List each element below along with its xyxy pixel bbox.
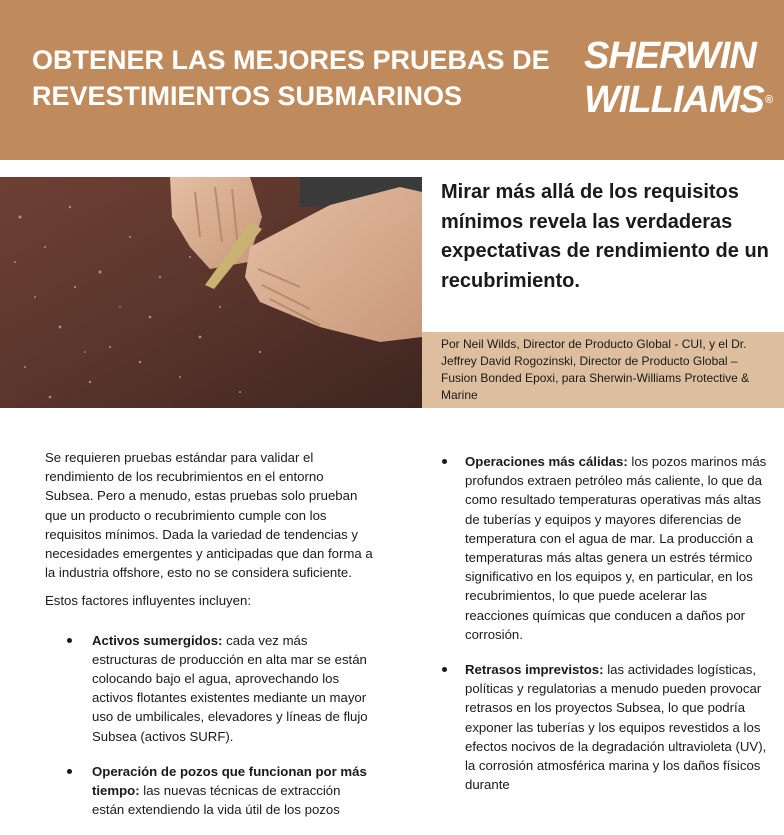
bullet-term: Activos sumergidos: bbox=[92, 632, 223, 648]
page-title: OBTENER LAS MEJORES PRUEBAS DE REVESTIMIENTOS SUBMARINOS bbox=[32, 45, 550, 111]
header-banner bbox=[0, 0, 784, 160]
bullet-icon bbox=[442, 667, 447, 672]
logo-line-2: WILLIAMS bbox=[584, 79, 764, 121]
list-item bbox=[442, 452, 772, 644]
bullet-icon bbox=[67, 769, 72, 774]
logo-line-1: SHERWIN bbox=[584, 35, 756, 77]
bullet-term: Retrasos imprevistos: bbox=[465, 662, 604, 678]
bullet-term: Operaciones más cálidas: bbox=[465, 454, 628, 469]
sherwin-williams-logo bbox=[584, 34, 772, 122]
bullet-text: cada vez más estructuras de producción en alta mar se están colocando bajo el agua, aprovechando los activos flotantes existentes mediante un mayor uso de umbilicales, elevadores y líneas de flujo Subsea (activos SURF). bbox=[92, 632, 368, 744]
list-item bbox=[45, 762, 375, 820]
coated-surface-hands-image bbox=[0, 177, 422, 408]
right-column bbox=[442, 452, 772, 810]
lead-sentence: Estos factores influyentes incluyen: bbox=[45, 593, 251, 609]
bullet-text: las actividades logísticas, políticas y regulatorias a menudo pueden provocar retrasos en los proyectos Subsea, lo que podría exponer las tuberías y los equipos revestidos a los efectos nocivos de la degradación ultravioleta (UV), la corrosión atmosférica marina y los daños físicos durante bbox=[465, 662, 767, 793]
byline: Por Neil Wilds, Director de Producto Global - CUI, y el Dr. Jeffrey David Rogozinski, Director de Producto Global – Fusion Bonded Epoxi, para Sherwin-Williams Protective & Marine bbox=[441, 337, 750, 402]
bullet-text: las nuevas técnicas de extracción están extendiendo la vida útil de los pozos bbox=[92, 783, 341, 818]
bullet-icon bbox=[442, 459, 447, 464]
registered-mark: ® bbox=[764, 94, 772, 106]
list-item bbox=[45, 631, 375, 746]
bullet-text: los pozos marinos más profundos extraen petróleo más caliente, lo que da como resultado temperaturas operativas más altas de tuberías y equipos y mayores diferencias de temperatura con el agua de mar. La producción a temperaturas más altas genera un estrés térmico significativo en los equipos y, en particular, en los recubrimientos, lo que puede acelerar las reacciones químicas que conducen a daños por corrosión. bbox=[465, 454, 767, 642]
left-column bbox=[45, 448, 375, 835]
article-headline: Mirar más allá de los requisitos mínimos revela las verdaderas expectativas de rendimiento de un recubrimiento. bbox=[441, 181, 769, 292]
bullet-term: Operación de pozos que funcionan por más tiempo: bbox=[92, 763, 367, 799]
list-item bbox=[442, 660, 772, 794]
article-photo bbox=[0, 177, 422, 408]
bullet-icon bbox=[67, 638, 72, 643]
intro-paragraph: Se requieren pruebas estándar para validar el rendimiento de los recubrimientos en el entorno Subsea. Pero a menudo, estas pruebas solo prueban que un producto o recubrimiento cumple con los requisitos mínimos. Dada la variedad de tendencias y necesidades emergentes y anticipadas que dan forma a la industria offshore, esto no se considera suficiente. bbox=[45, 450, 373, 581]
